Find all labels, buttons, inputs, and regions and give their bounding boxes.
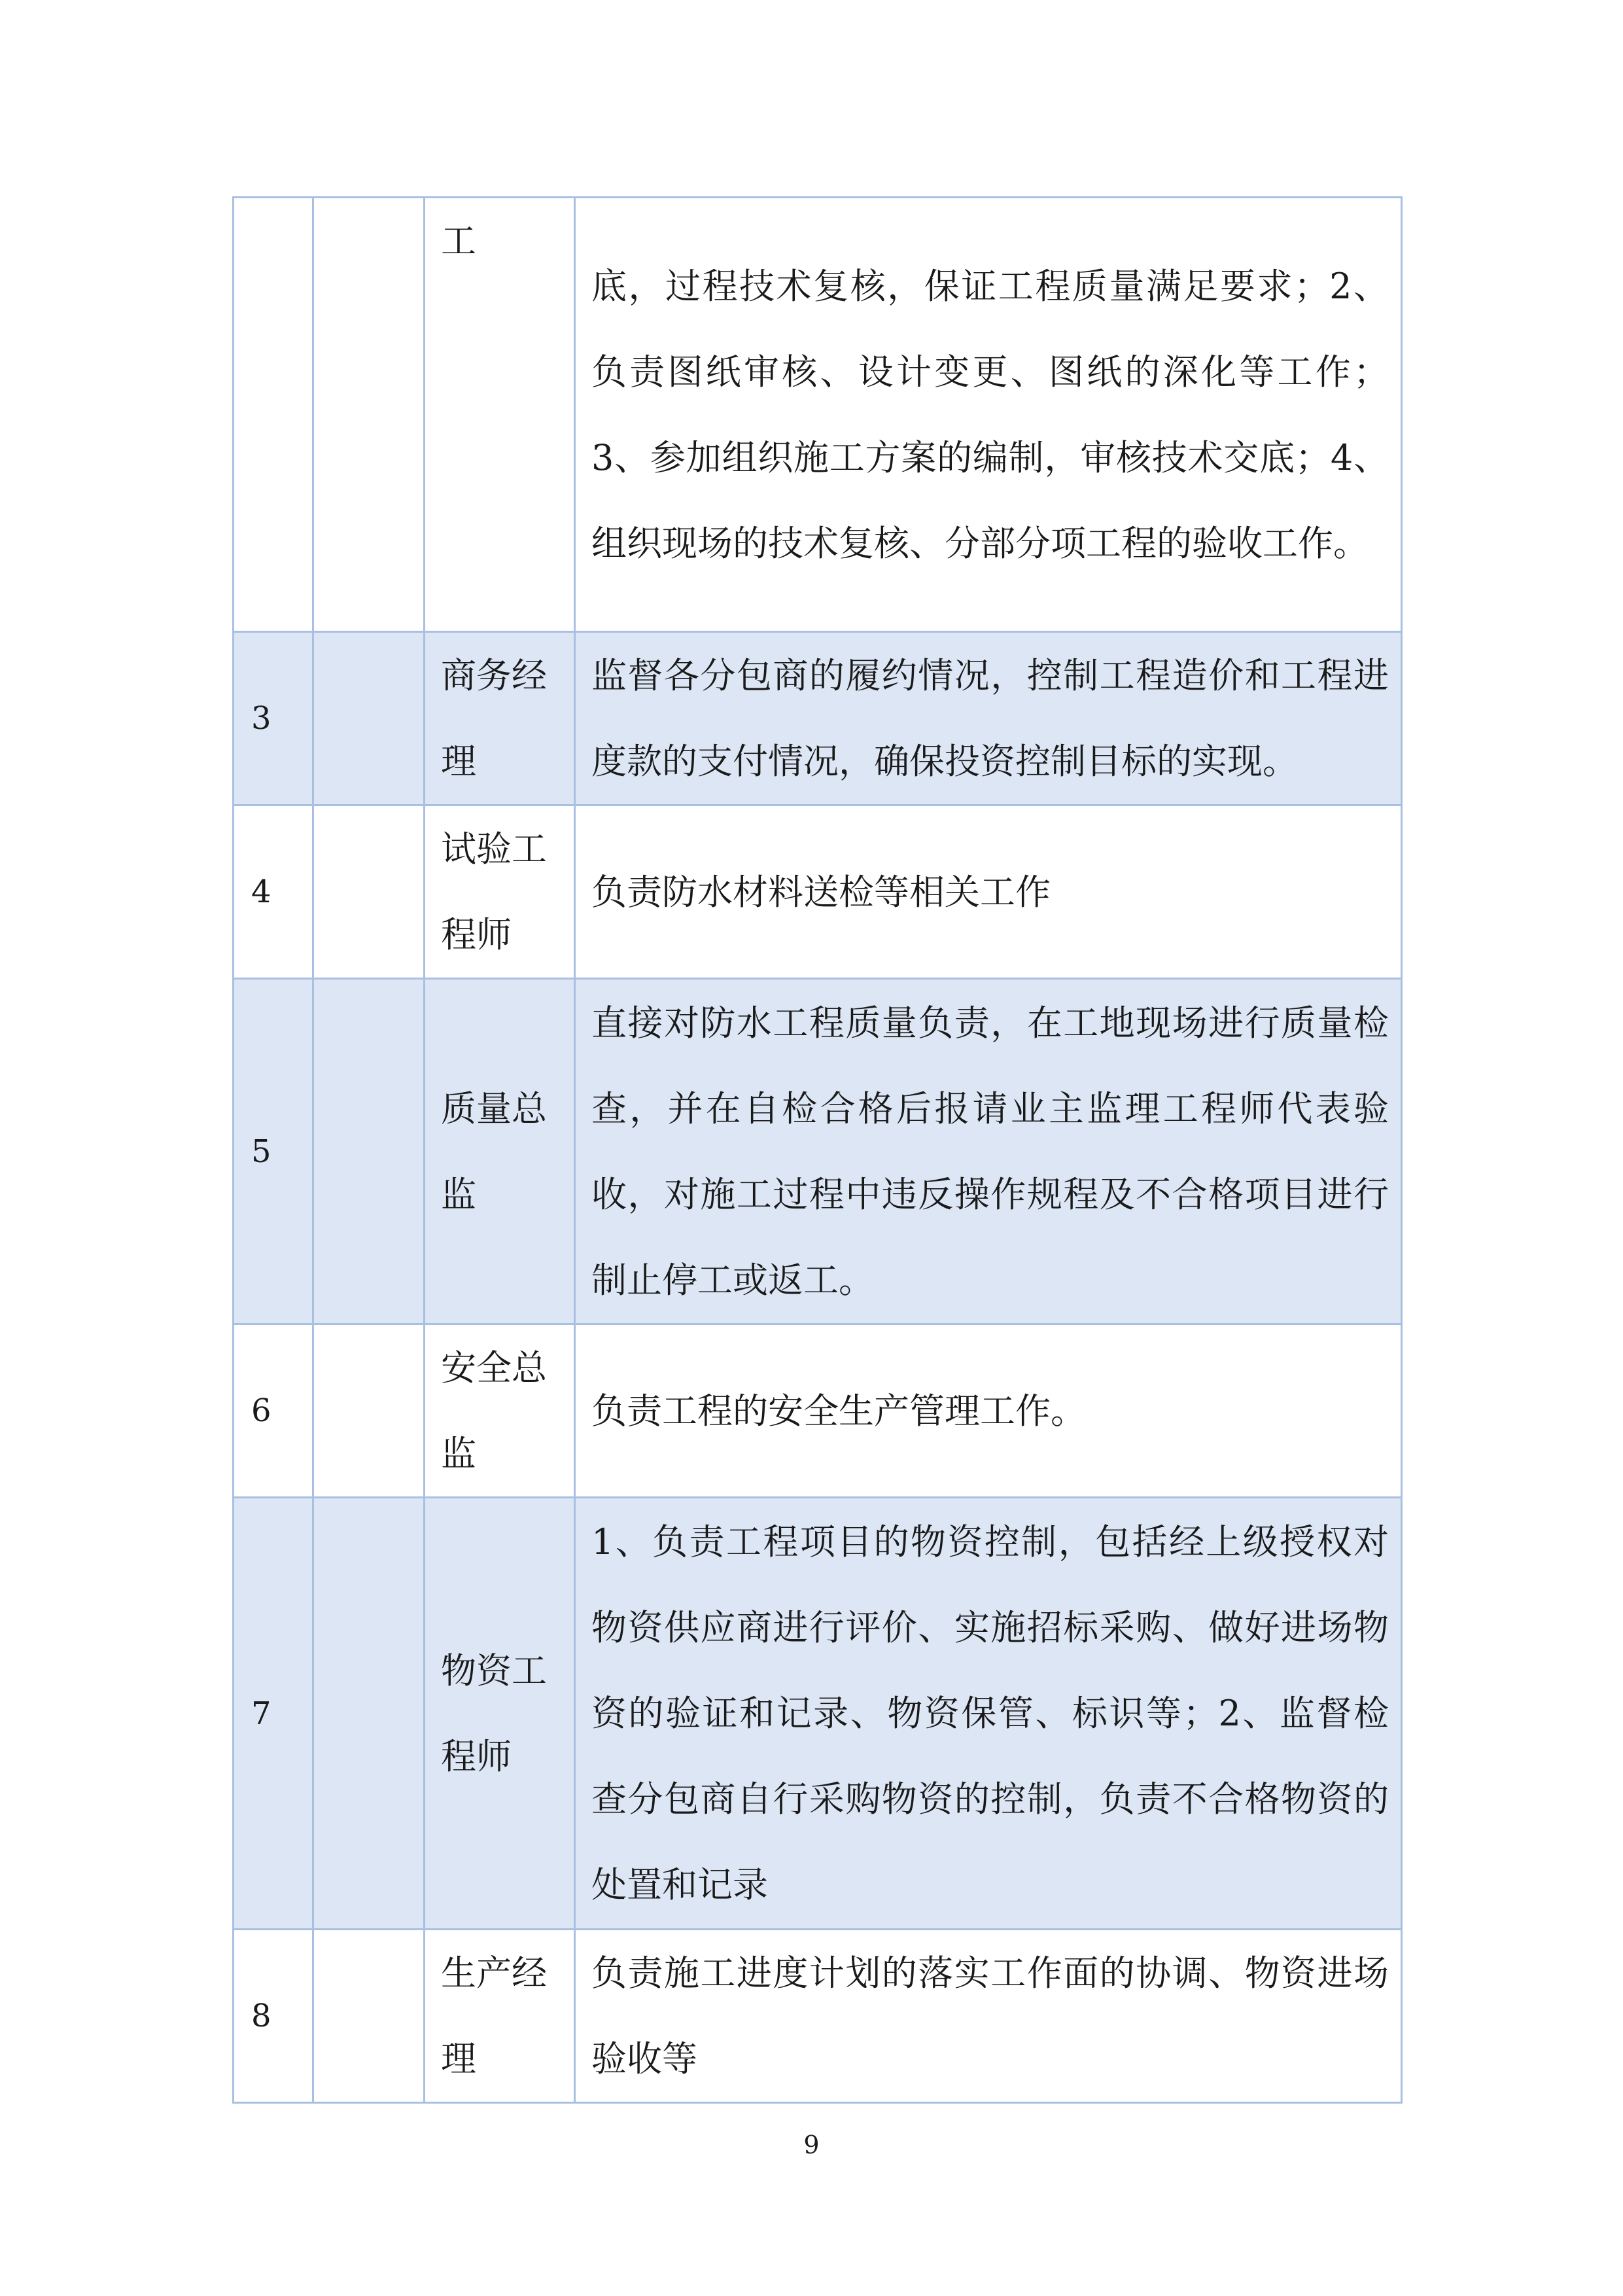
row-number: 4 xyxy=(234,805,313,979)
role-title: 安全总监 xyxy=(425,1324,575,1498)
duty-description: 监督各分包商的履约情况，控制工程造价和工程进度款的支付情况，确保投资控制目标的实现。 xyxy=(575,632,1402,805)
blank-cell xyxy=(313,1498,425,1930)
role-title: 物资工程师 xyxy=(425,1498,575,1930)
duty-description: 负责工程的安全生产管理工作。 xyxy=(575,1324,1402,1498)
duty-description: 底，过程技术复核，保证工程质量满足要求；2、负责图纸审核、设计变更、图纸的深化等工作；3、参加组织施工方案的编制，审核技术交底；4、组织现场的技术复核、分部分项工程的验收工作。 xyxy=(575,198,1402,632)
role-title: 生产经理 xyxy=(425,1930,575,2103)
blank-cell xyxy=(313,1930,425,2103)
row-number: 3 xyxy=(234,632,313,805)
duty-description: 负责防水材料送检等相关工作 xyxy=(575,805,1402,979)
blank-cell xyxy=(313,632,425,805)
table-row xyxy=(234,805,1402,979)
row-number xyxy=(234,198,313,632)
responsibility-table xyxy=(232,196,1403,2104)
table-row xyxy=(234,979,1402,1324)
table-row xyxy=(234,1498,1402,1930)
duty-description: 负责施工进度计划的落实工作面的协调、物资进场验收等 xyxy=(575,1930,1402,2103)
row-number: 6 xyxy=(234,1324,313,1498)
blank-cell xyxy=(313,1324,425,1498)
blank-cell xyxy=(313,198,425,632)
table-row xyxy=(234,198,1402,632)
duty-description: 1、负责工程项目的物资控制，包括经上级授权对物资供应商进行评价、实施招标采购、做好进场物资的验证和记录、物资保管、标识等；2、监督检查分包商自行采购物资的控制，负责不合格物资的处置和记录 xyxy=(575,1498,1402,1930)
role-title: 质量总监 xyxy=(425,979,575,1324)
table-row xyxy=(234,632,1402,805)
row-number: 5 xyxy=(234,979,313,1324)
table-row xyxy=(234,1930,1402,2103)
role-title: 商务经理 xyxy=(425,632,575,805)
duty-description: 直接对防水工程质量负责，在工地现场进行质量检查，并在自检合格后报请业主监理工程师代表验收，对施工过程中违反操作规程及不合格项目进行制止停工或返工。 xyxy=(575,979,1402,1324)
table-row xyxy=(234,1324,1402,1498)
row-number: 7 xyxy=(234,1498,313,1930)
role-title: 试验工程师 xyxy=(425,805,575,979)
page-number: 9 xyxy=(803,2130,820,2159)
blank-cell xyxy=(313,979,425,1324)
role-title: 工 xyxy=(425,198,575,632)
blank-cell xyxy=(313,805,425,979)
row-number: 8 xyxy=(234,1930,313,2103)
